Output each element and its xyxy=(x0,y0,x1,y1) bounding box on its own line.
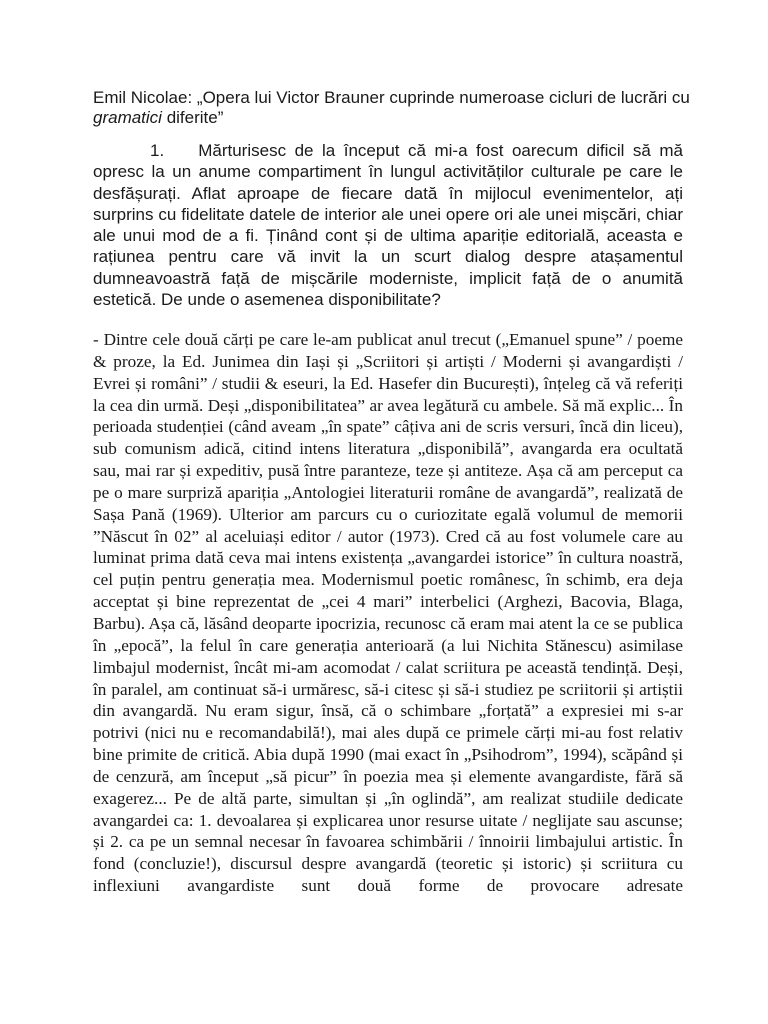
title-text: Emil Nicolae: „Opera lui Victor Brauner cuprinde numeroase cicluri de lucrări cu xyxy=(93,88,690,107)
interview-question: 1. Mărturisesc de la început că mi-a fost oarecum dificil să mă opresc la un anume compartiment în lungul activităților culturale pe care le desfășurați. Aflat aproape de fiecare dată în mijlocul evenimentelor, ați surprins cu fidelitate datele de interior ale unei opere ori ale unei mișcări, chiar ale unui mod de a fi. Ținând cont și de ultima apariție editorială, aceasta e rațiunea pentru care vă invit la un scurt dialog despre atașamentul dumneavoastră față de mișcările moderniste, implicit față de o anumită estetică. De unde o asemenea disponibilitate? xyxy=(93,141,683,310)
interview-answer xyxy=(93,329,683,897)
title-text-end: diferite” xyxy=(161,108,224,127)
answer-text: - Dintre cele două cărți pe care le-am publicat anul trecut („Emanuel spune” / poeme & proze, la Ed. Junimea din Iași și „Scriitori și artiști / Moderni și avangardiști / Evrei și români” / studii & eseuri, la Ed. Hasefer din București), înțeleg că vă referiți la cea din urmă. Deși „disponibilitatea” ar avea legătură cu ambele. Să mă explic... În perioada studenției (când aveam „în spate” câțiva ani de scris versuri, încă din liceu), sub comunism adică, citind intens literatura „disponibilă”, avangarda era ocultată sau, mai rar și expeditiv, pusă între paranteze, teze și antiteze. Așa că am perceput ca pe o mare surpriză apariția „Antologiei literaturii române de avangardă”, realizată de Sașa Pană (1969). Ulterior am parcurs cu o curiozitate egală volumul de memorii ”Născut în 02” al aceluiași editor / autor (1973). Cred că au fost volumele care au luminat prima dată ceva mai intens existența „avangardei istorice” în cultura noastră, cel puțin pentru generația mea. Modernismul poetic românesc, în schimb, era deja acceptat și bine reprezentat de „cei 4 mari” interbelici (Arghezi, Bacovia, Blaga, Barbu). Așa că, lăsând deoparte ipocrizia, recunosc că eram mai atent la ce se publica în „epocă”, la felul în care generația anterioară (a lui Nichita Stănescu) asimilase limbajul modernist, încât mi-am acomodat / calat scriitura pe această tendință. Deși, în paralel, am continuat să-i urmăresc, să-i citesc și să-i studiez pe scriitorii și artiștii din avangardă. Nu eram sigur, însă, că o schimbare „forțată” a expresiei mi s-ar potrivi (nici nu e recomandabilă!), mai ales după ce primele cărți mi-au fost relativ bine primite de critică. Abia după 1990 (mai exact în „Psihodrom”, 1994), scăpând și de cenzură, am început „să picur” în poezia mea și elemente avangardiste, fără să exagerez... Pe de altă parte, simultan și „în oglindă”, am realizat studiile dedicate avangardei ca: 1. devoalarea și explicarea unor resurse uitate / neglijate sau ascunse; și 2. ca pe un semnal necesar în favoarea schimbării / înnoirii limbajului artistic. În fond (concluzie!), discursul despre avangardă (teoretic și istoric) și scriitura cu inflexiuni avangardiste sunt două forme de provocare adresate xyxy=(93,330,683,896)
title-italic-word: gramatici xyxy=(93,108,162,127)
document-title xyxy=(93,88,693,128)
